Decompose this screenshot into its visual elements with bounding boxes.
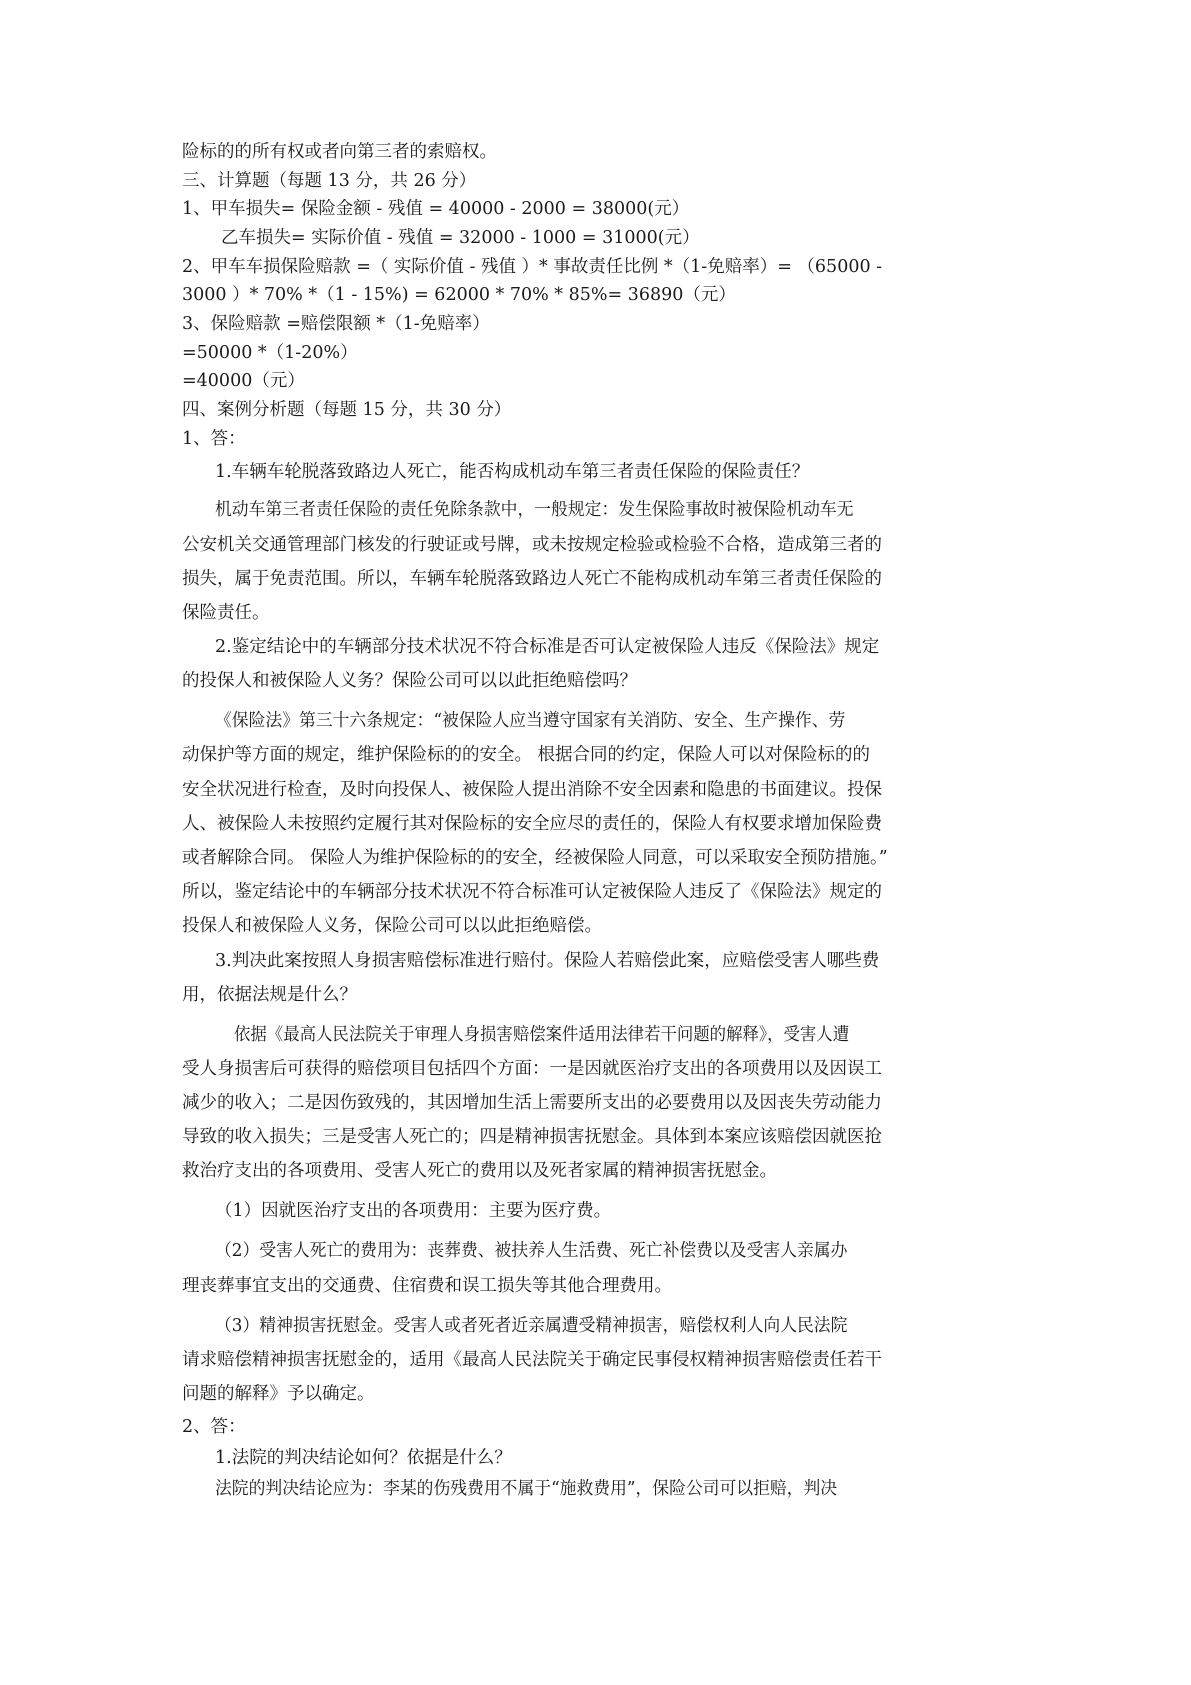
calc-line: 1、甲车损失= 保险金额 - 残值 = 40000 - 2000 = 38000(元） [182, 199, 690, 219]
paragraph-line: 减少的收入；二是因伤致残的，其因增加生活上需要所支出的必要费用以及因丧失劳动能力 [182, 1093, 882, 1113]
paragraph-line: 机动车第三者责任保险的责任免除条款中，一般规定：发生保险事故时被保险机动车无 [215, 500, 854, 520]
paragraph-line: 法院的判决结论应为：李某的伤残费用不属于“施救费用”，保险公司可以拒赔，判决 [215, 1479, 838, 1499]
calc-line: 2、甲车车损保险赔款 =（ 实际价值 - 残值 ）* 事故责任比例 *（1-免赔率）= （65000 - [182, 257, 883, 277]
paragraph-line: 导致的收入损失；三是受害人死亡的；四是精神损害抚慰金。具体到本案应该赔偿因就医抢 [182, 1127, 882, 1147]
section-heading-case-analysis: 四、案例分析题（每题 15 分，共 30 分） [182, 400, 512, 420]
calc-line: 3、保险赔款 =赔偿限额 *（1-免赔率） [182, 314, 490, 334]
question-line: 1.法院的判决结论如何？依据是什么？ [215, 1448, 512, 1468]
calc-line: =50000 *（1-20%） [182, 343, 358, 363]
question-line: 用，依据法规是什么？ [182, 985, 357, 1005]
calc-line: =40000（元） [182, 371, 305, 391]
question-line: 的投保人和被保险人义务？保险公司可以以此拒绝赔偿吗？ [182, 671, 637, 691]
calc-line: 乙车损失= 实际价值 - 残值 = 32000 - 1000 = 31000(元） [221, 228, 700, 248]
list-item: （1）因就医治疗支出的各项费用：主要为医疗费。 [215, 1201, 612, 1221]
answer-label: 1、答： [182, 429, 246, 449]
section-heading-calculation: 三、计算题（每题 13 分，共 26 分） [182, 171, 477, 191]
paragraph-line: 救治疗支出的各项费用、受害人死亡的费用以及死者家属的精神损害抚慰金。 [182, 1161, 777, 1181]
question-line: 3.判决此案按照人身损害赔偿标准进行赔付。保险人若赔偿此案，应赔偿受害人哪些费 [215, 951, 880, 971]
paragraph-line: 人、被保险人未按照约定履行其对保险标的安全应尽的责任的，保险人有权要求增加保险费 [182, 814, 882, 834]
list-item: 问题的解释》予以确定。 [182, 1384, 375, 1404]
paragraph-line: 依据《最高人民法院关于审理人身损害赔偿案件适用法律若干问题的解释》，受害人遭 [234, 1025, 850, 1045]
answer-label: 2、答： [182, 1417, 246, 1437]
text-line: 险标的的所有权或者向第三者的索赔权。 [182, 142, 497, 162]
list-item: （3）精神损害抚慰金。受害人或者死者近亲属遭受精神损害，赔偿权利人向人民法院 [215, 1316, 848, 1336]
paragraph-line: 动保护等方面的规定，维护保险标的的安全。 根据合同的约定，保险人可以对保险标的的 [182, 745, 871, 765]
paragraph-line: 安全状况进行检查，及时向投保人、被保险人提出消除不安全因素和隐患的书面建议。投保 [182, 780, 882, 800]
calc-line: 3000 ）* 70% *（1 - 15%) = 62000 * 70% * 85%= 36890（元） [182, 285, 736, 305]
paragraph-line: 损失，属于免责范围。所以，车辆车轮脱落致路边人死亡不能构成机动车第三者责任保险的 [182, 569, 882, 589]
paragraph-line: 公安机关交通管理部门核发的行驶证或号牌，或未按规定检验或检验不合格，造成第三者的 [182, 535, 882, 555]
paragraph-line: 受人身损害后可获得的赔偿项目包括四个方面：一是因就医治疗支出的各项费用以及因误工 [182, 1059, 882, 1079]
question-line: 1.车辆车轮脱落致路边人死亡，能否构成机动车第三者责任保险的保险责任？ [215, 462, 810, 482]
paragraph-line: 所以，鉴定结论中的车辆部分技术状况不符合标准可认定被保险人违反了《保险法》规定的 [182, 882, 882, 902]
list-item: （2）受害人死亡的费用为：丧葬费、被扶养人生活费、死亡补偿费以及受害人亲属办 [215, 1241, 848, 1261]
paragraph-line: 或者解除合同。 保险人为维护保险标的的安全，经被保险人同意，可以采取安全预防措施。” [182, 848, 888, 868]
paragraph-line: 《保险法》第三十六条规定：“被保险人应当遵守国家有关消防、安全、生产操作、劳 [215, 711, 846, 731]
paragraph-line: 投保人和被保险人义务，保险公司可以以此拒绝赔偿。 [182, 916, 602, 936]
list-item: 请求赔偿精神损害抚慰金的，适用《最高人民法院关于确定民事侵权精神损害赔偿责任若干 [182, 1350, 882, 1370]
list-item: 理丧葬事宜支出的交通费、住宿费和误工损失等其他合理费用。 [182, 1276, 672, 1296]
paragraph-line: 保险责任。 [182, 603, 270, 623]
question-line: 2.鉴定结论中的车辆部分技术状况不符合标准是否可认定被保险人违反《保险法》规定 [215, 637, 880, 657]
